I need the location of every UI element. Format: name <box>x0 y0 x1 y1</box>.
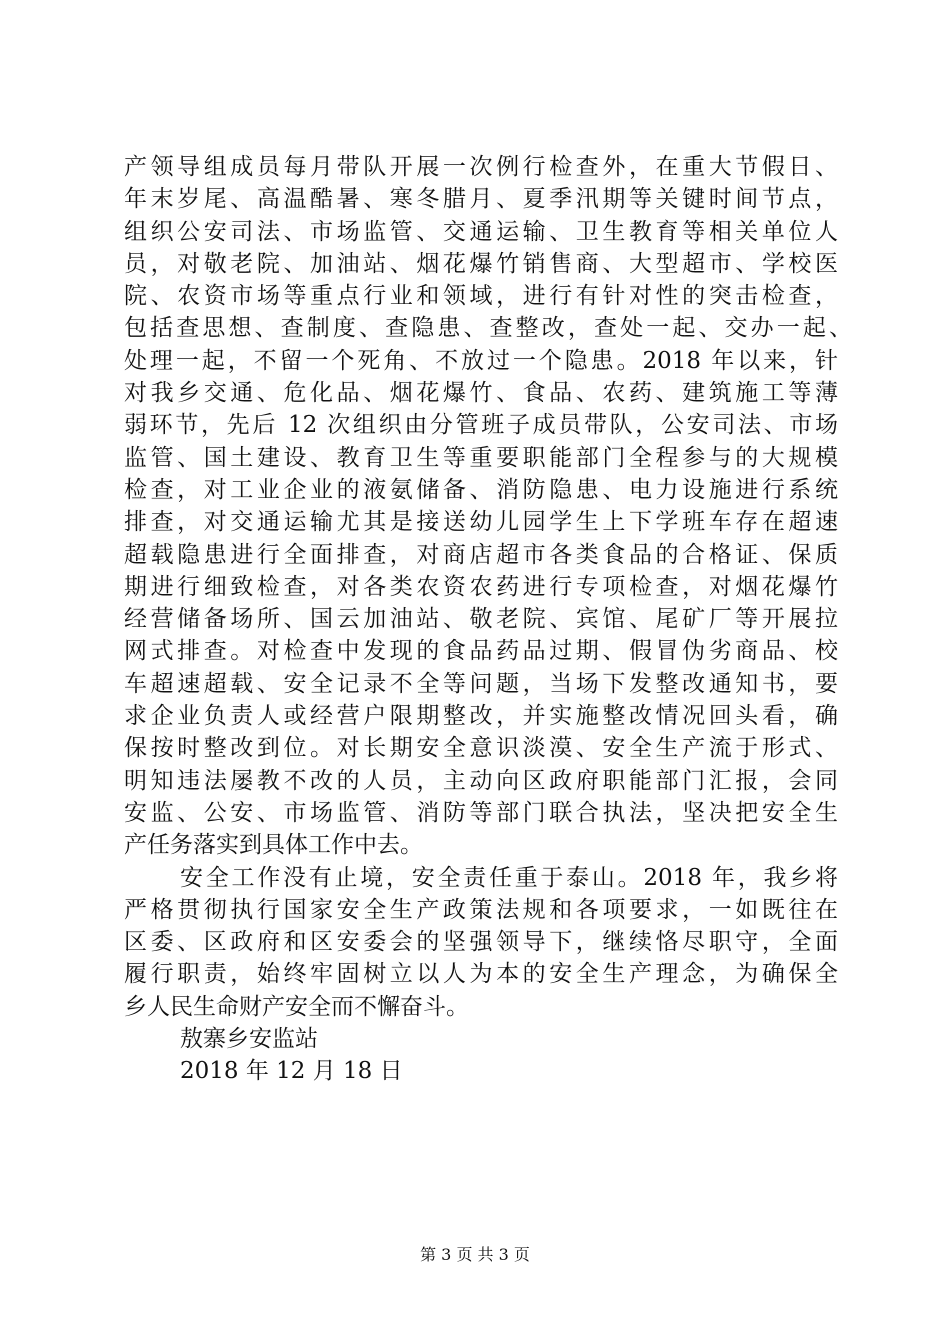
text-line: 求企业负责人或经营户限期整改，并实施整改情况回头看，确 <box>124 703 838 730</box>
text-line: 院、农资市场等重点行业和领域，进行有针对性的突击检查， <box>124 283 838 310</box>
page-footer: 第 3 页 共 3 页 <box>420 1245 530 1264</box>
text-line: 安全工作没有止境，安全责任重于泰山。2018 年，我乡将 <box>180 864 838 891</box>
text-line: 年末岁尾、高温酷暑、寒冬腊月、夏季汛期等关键时间节点， <box>124 186 838 213</box>
text-line: 监管、国土建设、教育卫生等重要职能部门全程参与的大规模 <box>124 444 838 471</box>
text-line: 处理一起，不留一个死角、不放过一个隐患。2018 年以来，针 <box>124 347 838 374</box>
text-line: 经营储备场所、国云加油站、敬老院、宾馆、尾矿厂等开展拉 <box>124 606 838 633</box>
text-line: 区委、区政府和区安委会的坚强领导下，继续恪尽职守，全面 <box>124 929 838 956</box>
text-line: 严格贯彻执行国家安全生产政策法规和各项要求，一如既往在 <box>124 896 838 923</box>
text-line: 产领导组成员每月带队开展一次例行检查外，在重大节假日、 <box>124 154 838 180</box>
text-line: 排查，对交通运输尤其是接送幼儿园学生上下学班车存在超速 <box>124 509 838 536</box>
text-line: 履行职责，始终牢固树立以人为本的安全生产理念，为确保全 <box>124 961 838 988</box>
text-line: 保按时整改到位。对长期安全意识淡漠、安全生产流于形式、 <box>124 735 838 762</box>
text-line: 乡人民生命财产安全而不懈奋斗。 <box>124 993 469 1020</box>
text-line: 安监、公安、市场监管、消防等部门联合执法，坚决把安全生 <box>124 799 838 826</box>
text-line: 明知违法屡教不改的人员，主动向区政府职能部门汇报，会同 <box>124 767 838 794</box>
text-line: 期进行细致检查，对各类农资农药进行专项检查，对烟花爆竹 <box>124 573 838 600</box>
paragraph-1 <box>124 151 852 862</box>
text-line: 包括查思想、查制度、查隐患、查整改，查处一起、交办一起、 <box>124 315 852 342</box>
text-line: 超载隐患进行全面排查，对商店超市各类食品的合格证、保质 <box>124 541 838 568</box>
signature: 敖寨乡安监站 <box>180 1026 318 1053</box>
signature-date: 2018 年 12 月 18 日 <box>180 1058 403 1085</box>
text-line: 弱环节，先后 12 次组织由分管班子成员带队，公安司法、市场 <box>124 412 838 439</box>
paragraph-2 <box>124 862 838 1023</box>
text-line: 员，对敬老院、加油站、烟花爆竹销售商、大型超市、学校医 <box>124 250 838 277</box>
text-line: 对我乡交通、危化品、烟花爆竹、食品、农药、建筑施工等薄 <box>124 380 838 407</box>
document-body <box>124 151 852 1088</box>
text-line: 产任务落实到具体工作中去。 <box>124 832 423 859</box>
text-line: 车超速超载、安全记录不全等问题，当场下发整改通知书，要 <box>124 670 838 697</box>
text-line: 网式排查。对检查中发现的食品药品过期、假冒伪劣商品、校 <box>124 638 838 665</box>
text-line: 检查，对工业企业的液氨储备、消防隐患、电力设施进行系统 <box>124 476 838 503</box>
text-line: 组织公安司法、市场监管、交通运输、卫生教育等相关单位人 <box>124 218 838 245</box>
